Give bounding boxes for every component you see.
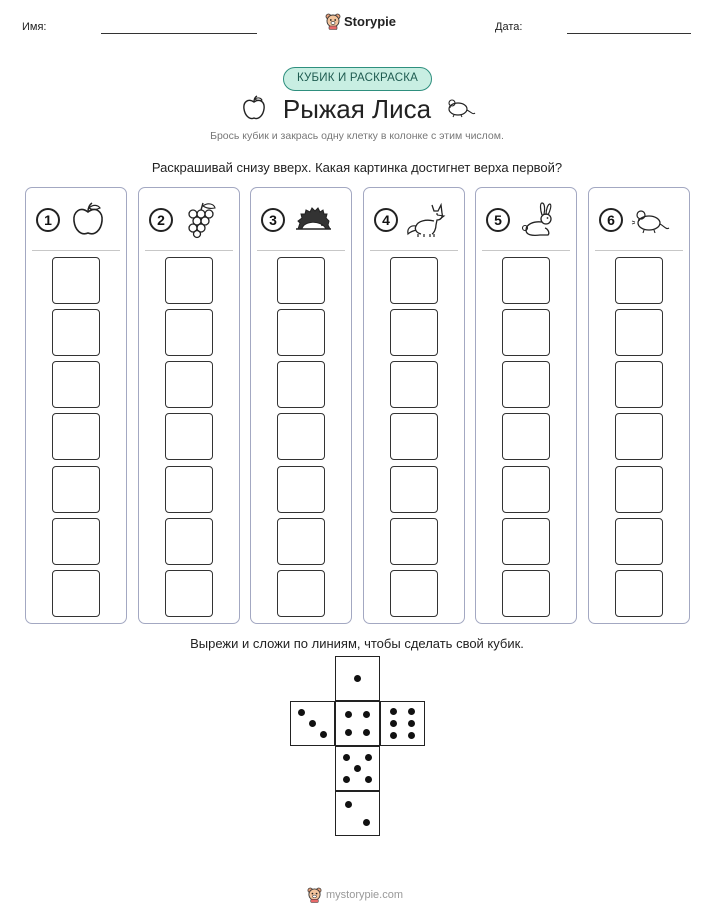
die-pip [309, 720, 316, 727]
coloring-cell[interactable] [615, 570, 663, 617]
column-6 [588, 187, 690, 624]
name-label: Имя: [22, 21, 47, 33]
die-face-2 [335, 791, 380, 836]
mouse-icon [631, 201, 671, 239]
column-number: 1 [36, 208, 60, 232]
die-pip [363, 729, 370, 736]
die-face-3 [290, 701, 335, 746]
column-number: 6 [599, 208, 623, 232]
coloring-cell[interactable] [502, 361, 550, 408]
coloring-cell[interactable] [502, 413, 550, 460]
activity-badge: КУБИК И РАСКРАСКА [283, 67, 432, 91]
coloring-cell[interactable] [502, 309, 550, 356]
coloring-cell[interactable] [52, 413, 100, 460]
coloring-cell[interactable] [502, 518, 550, 565]
coloring-cell[interactable] [390, 466, 438, 513]
die-pip [363, 711, 370, 718]
die-pip [408, 708, 415, 715]
column-header [26, 188, 126, 250]
coloring-cell[interactable] [502, 257, 550, 304]
footer-url[interactable]: mystorypie.com [326, 889, 404, 901]
die-pip [390, 708, 397, 715]
cut-instruction: Вырежи и сложи по линиям, чтобы сделать свой кубик. [190, 636, 524, 651]
coloring-cell[interactable] [52, 570, 100, 617]
coloring-cell[interactable] [165, 570, 213, 617]
column-number: 2 [149, 208, 173, 232]
column-3 [250, 187, 352, 624]
bear-logo-icon [307, 887, 322, 903]
coloring-cell[interactable] [615, 361, 663, 408]
coloring-cell[interactable] [277, 257, 325, 304]
coloring-cell[interactable] [615, 257, 663, 304]
die-pip [345, 711, 352, 718]
column-header [251, 188, 351, 250]
column-number: 3 [261, 208, 285, 232]
coloring-cell[interactable] [390, 518, 438, 565]
column-number: 4 [374, 208, 398, 232]
coloring-cell[interactable] [615, 518, 663, 565]
die-pip [365, 754, 372, 761]
die-pip [408, 732, 415, 739]
column-divider [595, 250, 683, 251]
coloring-cell[interactable] [165, 413, 213, 460]
column-2 [138, 187, 240, 624]
hedgehog-icon [293, 201, 333, 239]
coloring-cell[interactable] [277, 361, 325, 408]
die-pip [354, 675, 361, 682]
column-number: 5 [486, 208, 510, 232]
column-divider [145, 250, 233, 251]
coloring-cell[interactable] [52, 309, 100, 356]
coloring-cell[interactable] [390, 361, 438, 408]
column-5 [475, 187, 577, 624]
coloring-cell[interactable] [277, 309, 325, 356]
die-pip [365, 776, 372, 783]
footer [307, 887, 403, 903]
coloring-cell[interactable] [390, 413, 438, 460]
column-divider [32, 250, 120, 251]
bear-logo-icon [325, 13, 341, 30]
die-pip [343, 754, 350, 761]
subtitle: Брось кубик и закрась одну клетку в колонке с этим числом. [210, 130, 504, 142]
coloring-cell[interactable] [277, 570, 325, 617]
die-pip [390, 720, 397, 727]
die-pip [345, 801, 352, 808]
coloring-cell[interactable] [615, 466, 663, 513]
brand-name: Storypie [344, 14, 397, 29]
coloring-cell[interactable] [165, 518, 213, 565]
coloring-cell[interactable] [390, 309, 438, 356]
coloring-cell[interactable] [52, 466, 100, 513]
die-face-6 [380, 701, 425, 746]
coloring-cell[interactable] [52, 518, 100, 565]
apple-icon [68, 201, 108, 239]
name-line [101, 33, 257, 34]
coloring-cell[interactable] [52, 361, 100, 408]
date-label: Дата: [495, 21, 523, 33]
column-header [589, 188, 689, 250]
coloring-cell[interactable] [390, 257, 438, 304]
storypie-logo [325, 13, 396, 30]
coloring-cell[interactable] [615, 413, 663, 460]
die-face-4 [335, 701, 380, 746]
column-1 [25, 187, 127, 624]
date-line [567, 33, 691, 34]
coloring-cell[interactable] [615, 309, 663, 356]
coloring-cell[interactable] [165, 257, 213, 304]
page-title: Рыжая Лиса [282, 94, 432, 124]
instruction-text: Раскрашивай снизу вверх. Какая картинка достигнет верха первой? [151, 160, 563, 175]
column-header [476, 188, 576, 250]
coloring-cell[interactable] [52, 257, 100, 304]
rabbit-icon [518, 201, 558, 239]
die-pip [298, 709, 305, 716]
mouse-icon [444, 95, 476, 119]
coloring-cell[interactable] [502, 466, 550, 513]
die-pip [408, 720, 415, 727]
column-header [364, 188, 464, 250]
fox-icon [406, 201, 446, 239]
coloring-cell[interactable] [277, 413, 325, 460]
column-divider [482, 250, 570, 251]
coloring-cell[interactable] [277, 518, 325, 565]
die-pip [354, 765, 361, 772]
die-pip [345, 729, 352, 736]
die-pip [390, 732, 397, 739]
coloring-cell[interactable] [390, 570, 438, 617]
column-header [139, 188, 239, 250]
coloring-cell[interactable] [165, 309, 213, 356]
die-face-1 [335, 656, 380, 701]
column-divider [257, 250, 345, 251]
coloring-cell[interactable] [165, 466, 213, 513]
coloring-cell[interactable] [502, 570, 550, 617]
die-face-5 [335, 746, 380, 791]
die-pip [343, 776, 350, 783]
column-divider [370, 250, 458, 251]
die-pip [320, 731, 327, 738]
grapes-icon [181, 201, 221, 239]
column-4 [363, 187, 465, 624]
die-pip [363, 819, 370, 826]
coloring-cell[interactable] [165, 361, 213, 408]
coloring-cell[interactable] [277, 466, 325, 513]
